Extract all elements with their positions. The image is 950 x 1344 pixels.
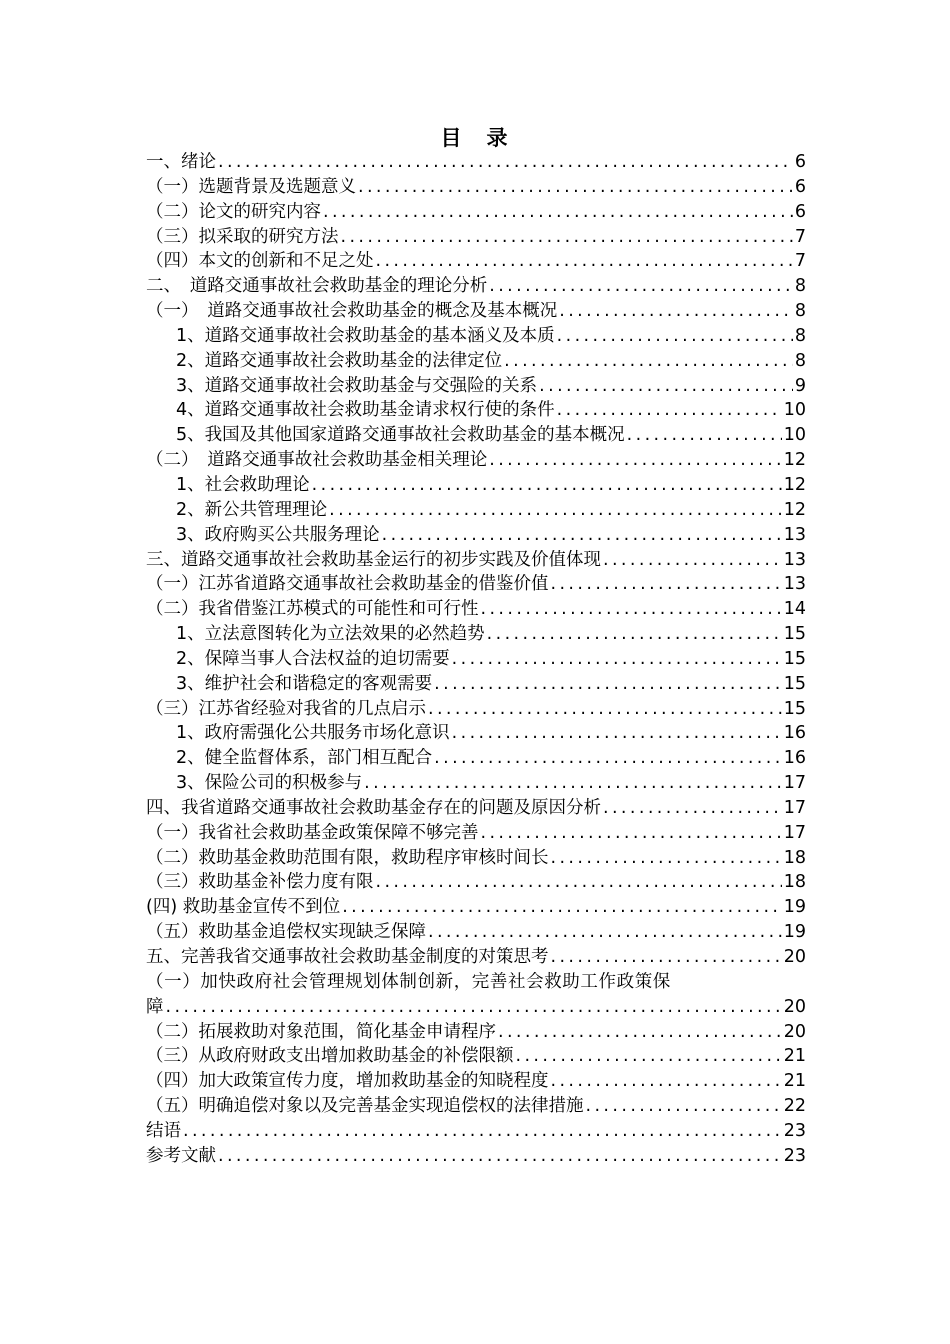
toc-entry-text: 3、保险公司的积极参与 <box>176 773 363 794</box>
toc-dot-leader <box>481 821 782 846</box>
toc-entry-text: （一）选题背景及选题意义 <box>146 176 356 197</box>
toc-page-number: 9 <box>794 375 806 396</box>
toc-dot-leader <box>489 448 781 473</box>
toc-entry[interactable] <box>146 572 806 597</box>
toc-page-number: 20 <box>783 1021 806 1042</box>
toc-dot-leader <box>183 1119 782 1144</box>
toc-entry-text: 1、道路交通事故社会救助基金的基本涵义及本质 <box>176 325 555 346</box>
toc-page-number: 22 <box>783 1096 806 1117</box>
toc-entry[interactable] <box>146 746 806 771</box>
toc-entry[interactable] <box>146 1144 806 1169</box>
toc-page-number: 8 <box>794 325 806 346</box>
toc-entry-text: 障 <box>146 996 164 1017</box>
toc-entry[interactable] <box>146 796 806 821</box>
toc-page-number: 17 <box>783 797 806 818</box>
toc-page-number: 15 <box>783 648 806 669</box>
toc-page-number: 16 <box>783 723 806 744</box>
toc-page-number: 10 <box>783 425 806 446</box>
toc-dot-leader <box>329 498 782 523</box>
toc-entry-text: 1、政府需强化公共服务市场化意识 <box>176 723 450 744</box>
toc-page-number: 7 <box>794 226 806 247</box>
toc-page-number: 21 <box>783 1046 806 1067</box>
toc-entry-text: 二、 道路交通事故社会救助基金的理论分析 <box>146 276 488 297</box>
toc-entry-text: 2、道路交通事故社会救助基金的法律定位 <box>176 350 503 371</box>
toc-entry-text: 1、社会救助理论 <box>176 474 310 495</box>
toc-entry[interactable] <box>146 200 806 225</box>
toc-entry-text: （三）从政府财政支出增加救助基金的补偿限额 <box>146 1046 514 1067</box>
toc-entry-text[interactable]: （一）加快政府社会管理规划体制创新，完善社会救助工作政策保 <box>146 971 671 992</box>
toc-entry-text: （一） 道路交通事故社会救助基金的概念及基本概况 <box>146 301 558 322</box>
toc-page-number: 8 <box>794 301 806 322</box>
toc-dot-leader <box>452 647 782 672</box>
toc-entry-text: 结语 <box>146 1120 181 1141</box>
toc-dot-leader <box>382 523 782 548</box>
toc-page-number: 15 <box>783 698 806 719</box>
toc-page-number: 8 <box>794 350 806 371</box>
toc-entry[interactable] <box>146 647 806 672</box>
toc-entry-text: （二）拓展救助对象范围，简化基金申请程序 <box>146 1021 496 1042</box>
toc-entry[interactable] <box>146 622 806 647</box>
toc-page-number: 18 <box>783 847 806 868</box>
toc-entry[interactable] <box>146 175 806 200</box>
toc-entry[interactable] <box>146 548 806 573</box>
toc-dot-leader <box>586 1094 782 1119</box>
toc-entry-text: （二） 道路交通事故社会救助基金相关理论 <box>146 450 488 471</box>
toc-entry[interactable] <box>146 672 806 697</box>
toc-page-number: 6 <box>794 201 806 222</box>
toc-entry[interactable] <box>146 225 806 250</box>
toc-entry-text: 2、新公共管理理论 <box>176 499 328 520</box>
toc-page-number: 13 <box>783 574 806 595</box>
toc-entry-text: 1、立法意图转化为立法效果的必然趋势 <box>176 624 485 645</box>
toc-dot-leader <box>487 622 782 647</box>
toc-dot-leader <box>539 374 793 399</box>
toc-entry[interactable] <box>146 846 806 871</box>
toc-page-number: 20 <box>783 996 806 1017</box>
toc-entry[interactable] <box>146 448 806 473</box>
toc-dot-leader <box>434 746 782 771</box>
toc-page-number: 15 <box>783 624 806 645</box>
toc-dot-leader <box>376 249 793 274</box>
toc-dot-leader <box>166 995 782 1020</box>
toc-entry-text: （三）拟采取的研究方法 <box>146 226 339 247</box>
toc-dot-leader <box>452 721 782 746</box>
toc-entry-text: 3、政府购买公共服务理论 <box>176 524 380 545</box>
toc-entry[interactable] <box>146 821 806 846</box>
toc-page-number: 21 <box>783 1071 806 1092</box>
toc-dot-leader <box>376 870 782 895</box>
toc-entry-text: 3、道路交通事故社会救助基金与交强险的关系 <box>176 375 538 396</box>
toc-dot-leader <box>364 771 782 796</box>
toc-dot-leader <box>551 1069 782 1094</box>
toc-entry-text: （一）江苏省道路交通事故社会救助基金的借鉴价值 <box>146 574 549 595</box>
toc-entry[interactable] <box>146 995 806 1020</box>
toc-entry-text: 一、绪论 <box>146 152 216 172</box>
toc-dot-leader <box>323 200 793 225</box>
table-of-contents <box>146 150 806 1169</box>
toc-entry[interactable] <box>146 249 806 274</box>
toc-entry-text: 2、健全监督体系，部门相互配合 <box>176 748 433 769</box>
toc-page-number: 6 <box>794 152 806 172</box>
toc-entry-text: （四）加大政策宣传力度，增加救助基金的知晓程度 <box>146 1071 549 1092</box>
toc-dot-leader <box>516 1044 782 1069</box>
toc-dot-leader <box>428 697 782 722</box>
toc-entry-text: （二）我省借鉴江苏模式的可能性和可行性 <box>146 599 479 620</box>
toc-dot-leader <box>551 572 782 597</box>
toc-dot-leader <box>358 175 793 200</box>
toc-entry[interactable] <box>146 721 806 746</box>
toc-page-number: 16 <box>783 748 806 769</box>
toc-entry[interactable] <box>146 1119 806 1144</box>
toc-page-number: 17 <box>783 822 806 843</box>
toc-title-text: 目 录 <box>440 126 510 150</box>
toc-entry-text: 五、完善我省交通事故社会救助基金制度的对策思考 <box>146 947 549 967</box>
toc-entry[interactable] <box>146 945 806 970</box>
toc-entry[interactable] <box>146 523 806 548</box>
toc-dot-leader <box>551 945 782 970</box>
toc-dot-leader <box>218 150 793 175</box>
toc-entry[interactable] <box>146 473 806 498</box>
toc-title <box>0 124 950 152</box>
toc-dot-leader <box>312 473 782 498</box>
toc-entry[interactable] <box>146 697 806 722</box>
toc-entry[interactable] <box>146 597 806 622</box>
toc-page-number: 20 <box>783 947 806 967</box>
toc-page-number: 10 <box>783 400 806 421</box>
toc-entry[interactable] <box>146 870 806 895</box>
toc-entry[interactable] <box>146 423 806 448</box>
toc-entry-text: （一）我省社会救助基金政策保障不够完善 <box>146 822 479 843</box>
toc-entry[interactable] <box>146 895 806 920</box>
toc-dot-leader <box>481 597 782 622</box>
toc-entry[interactable] <box>146 150 806 175</box>
toc-page-number: 23 <box>783 1120 806 1141</box>
toc-page-number: 12 <box>783 450 806 471</box>
toc-dot-leader <box>559 299 793 324</box>
toc-entry-text: 三、道路交通事故社会救助基金运行的初步实践及价值体现 <box>146 549 601 570</box>
toc-page-number: 12 <box>783 474 806 495</box>
toc-dot-leader <box>557 398 782 423</box>
toc-entry-text: 4、道路交通事故社会救助基金请求权行使的条件 <box>176 400 555 421</box>
toc-entry[interactable] <box>146 1094 806 1119</box>
toc-page-number: 19 <box>783 922 806 943</box>
toc-dot-leader <box>557 324 793 349</box>
toc-dot-leader <box>428 920 782 945</box>
toc-entry[interactable] <box>146 324 806 349</box>
toc-dot-leader <box>627 423 782 448</box>
toc-page-number: 7 <box>794 251 806 272</box>
toc-dot-leader <box>342 895 782 920</box>
toc-dot-leader <box>603 796 782 821</box>
toc-page-number: 13 <box>783 524 806 545</box>
toc-page-number: 19 <box>783 897 806 918</box>
toc-page-number: 13 <box>783 549 806 570</box>
toc-entry-text: （二）论文的研究内容 <box>146 201 321 222</box>
toc-page-number: 8 <box>794 276 806 297</box>
toc-page-number: 23 <box>783 1145 806 1166</box>
toc-dot-leader <box>434 672 782 697</box>
toc-entry-text: (四) 救助基金宣传不到位 <box>146 897 341 918</box>
toc-dot-leader <box>489 274 793 299</box>
toc-page-number: 18 <box>783 872 806 893</box>
toc-entry[interactable] <box>146 1069 806 1094</box>
toc-dot-leader <box>341 225 793 250</box>
toc-entry-text: 四、我省道路交通事故社会救助基金存在的问题及原因分析 <box>146 797 601 818</box>
toc-entry-text: （三）救助基金补偿力度有限 <box>146 872 374 893</box>
toc-dot-leader <box>603 548 782 573</box>
toc-entry-text: 3、维护社会和谐稳定的客观需要 <box>176 673 433 694</box>
toc-entry[interactable] <box>146 498 806 523</box>
toc-entry[interactable] <box>146 299 806 324</box>
toc-entry-text: （四）本文的创新和不足之处 <box>146 251 374 272</box>
toc-entry-text: 2、保障当事人合法权益的迫切需要 <box>176 648 450 669</box>
toc-page-number: 6 <box>794 176 806 197</box>
toc-entry-text: 5、我国及其他国家道路交通事故社会救助基金的基本概况 <box>176 425 625 446</box>
toc-entry[interactable] <box>146 374 806 399</box>
toc-entry-text: （二）救助基金救助范围有限，救助程序审核时间长 <box>146 847 549 868</box>
toc-dot-leader <box>498 1020 782 1045</box>
toc-entry[interactable] <box>146 1044 806 1069</box>
toc-dot-leader <box>551 846 782 871</box>
toc-page-number: 15 <box>783 673 806 694</box>
toc-page-number: 17 <box>783 773 806 794</box>
toc-entry[interactable] <box>146 920 806 945</box>
toc-entry[interactable] <box>146 398 806 423</box>
toc-entry-text: （五）明确追偿对象以及完善基金实现追偿权的法律措施 <box>146 1096 584 1117</box>
toc-entry[interactable] <box>146 771 806 796</box>
toc-page-number: 12 <box>783 499 806 520</box>
toc-page-number: 14 <box>783 599 806 620</box>
toc-entry-text: （三）江苏省经验对我省的几点启示 <box>146 698 426 719</box>
toc-entry[interactable] <box>146 349 806 374</box>
toc-entry[interactable] <box>146 1020 806 1045</box>
toc-entry-text: （五）救助基金追偿权实现缺乏保障 <box>146 922 426 943</box>
toc-entry[interactable] <box>146 274 806 299</box>
toc-dot-leader <box>218 1144 782 1169</box>
toc-entry-text: 参考文献 <box>146 1145 216 1166</box>
toc-dot-leader <box>504 349 793 374</box>
